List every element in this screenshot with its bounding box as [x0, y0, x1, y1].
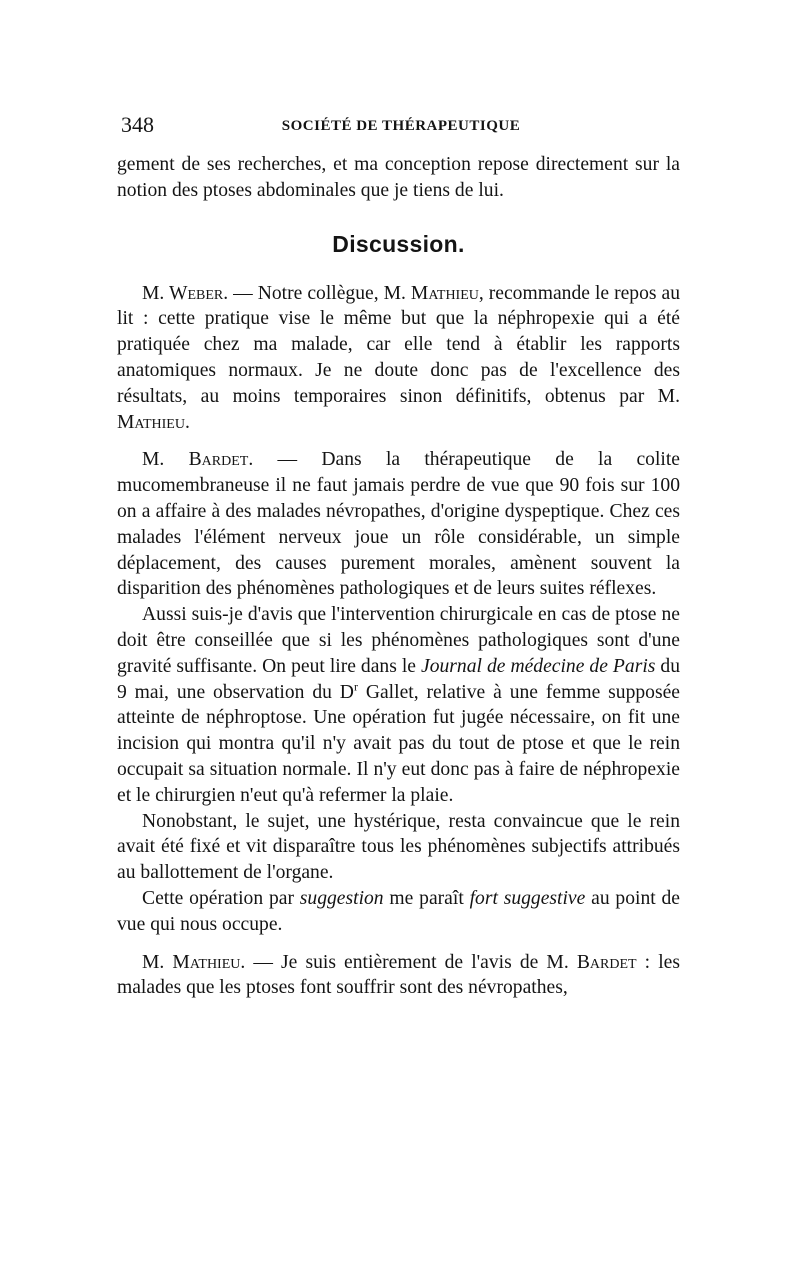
weber-text-2: , recommande le repos au lit : cette pratique vise le même but que la néphropexie qui a été pratiquée chez ma malade, car elle tend à établir les rapports anatomiques normaux. Je ne doute donc pas de l'excellence des résultats, au moins temporaires sinon définitifs, obtenus par M. [117, 282, 680, 407]
bardet-text-4c: au point de vue qui nous occupe. [117, 887, 680, 935]
page-body [117, 152, 680, 1001]
bardet-text-2b: du 9 mai, une observation du D [117, 655, 680, 703]
weber-text-1: — Notre collègue, M. [228, 282, 411, 304]
name-bardet: Bardet [576, 951, 637, 973]
doctor-superscript: r [353, 679, 358, 694]
page-number: 348 [121, 112, 154, 137]
mathieu-text-1: — Je suis entièrement de l'avis de M. [245, 951, 577, 973]
bardet-text-4a: Cette opération par [142, 887, 300, 909]
mathieu-paragraph [117, 950, 680, 1002]
running-title: SOCIÉTÉ DE THÉRAPEUTIQUE [281, 118, 521, 134]
journal-title: Journal de médecine de Paris [421, 655, 656, 677]
emphasis-fort-suggestive: fort suggestive [469, 887, 586, 909]
bardet-text-2c: Gallet, relative à une femme supposée atteinte de néphroptose. Une opération fut jugée nécessaire, on fit une incision qui montra qu'il n'y avait pas du tout de ptose et que le rein occupait sa situation normale. Il n'y eut donc pas à faire de néphropexie et le chirurgien n'eut qu'à refermer la plaie. [117, 681, 680, 806]
bardet-paragraph-4 [117, 886, 680, 938]
speaker-weber: M. Weber. [142, 282, 229, 304]
bardet-paragraph-3: Nonobstant, le sujet, une hystérique, resta convaincue que le rein avait été fixé et vit disparaître tous les phénomènes subjectifs attribués au ballottement de l'organe. [117, 810, 680, 884]
weber-text-3: . [184, 411, 190, 433]
speaker-bardet: M. Bardet. [142, 449, 254, 471]
continued-paragraph: gement de ses recherches, et ma conception repose directement sur la notion des ptoses abdominales que je tiens de lui. [117, 154, 680, 201]
bardet-text-1: — Dans la thérapeutique de la colite mucomembraneuse il ne faut jamais perdre de vue que 90 fois sur 100 on a affaire à des malades névropathes, d'origine dyspeptique. Chez ces malades l'élément nerveux joue un rôle considérable, un simple déplacement, des causes purement morales, amènent souvent la disparition des phénomènes pathologiques et de leurs suites réflexes. [117, 449, 680, 600]
bardet-text-4b: me paraît [383, 887, 470, 909]
page-header [121, 112, 681, 142]
section-title: Discussion. [332, 230, 465, 257]
bardet-text-2a: Aussi suis-je d'avis que l'intervention chirurgicale en cas de ptose ne doit être conseillée que si les phénomènes pathologiques sont d'une gravité suffisante. On peut lire dans le [117, 604, 680, 677]
weber-paragraph [117, 281, 680, 436]
name-mathieu: Mathieu [410, 282, 479, 304]
bardet-paragraph-2 [117, 602, 680, 808]
speaker-mathieu: M. Mathieu. [142, 951, 246, 973]
name-mathieu: Mathieu [117, 411, 185, 433]
mathieu-text-2: : les malades que les ptoses font souffrir sont des névropathes, [117, 951, 680, 999]
emphasis-suggestion: suggestion [299, 887, 384, 909]
bardet-paragraph [117, 447, 680, 602]
